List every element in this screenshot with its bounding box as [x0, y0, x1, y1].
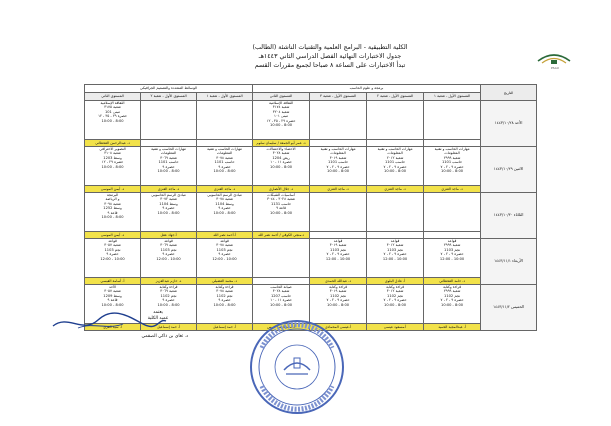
- exam-cell-line: 8:00 - 10:00: [101, 164, 124, 169]
- proctor-row: [85, 186, 537, 193]
- exam-cell-line: نجم 1102: [387, 293, 404, 298]
- exam-cell-line: وسط 1252: [103, 206, 122, 211]
- proctor-name: أ. حمد إسماعيل: [197, 324, 252, 330]
- exam-cell-line: شعبة ٢٠١٢: [386, 155, 404, 160]
- exam-cell: [85, 101, 141, 140]
- proctor-cell: [85, 186, 141, 193]
- exam-cell-line: حصرة ٩ ، ٢ ، ٧: [383, 252, 407, 257]
- exam-cell-line: نجم 1103: [160, 247, 177, 252]
- proctor-cell: [310, 186, 367, 193]
- exam-cell-line: أساسيات الشبكات: [267, 193, 295, 197]
- exam-cell-line: قواعد: [220, 239, 229, 243]
- proctor-name: د. عبدالرحمن القحطاني: [85, 140, 140, 146]
- exam-cell-line: مبنى 101: [104, 109, 121, 114]
- exam-day-cell: الخميس ١٤٤٣/١١/٢: [481, 285, 537, 331]
- proctor-cell: [310, 232, 367, 239]
- exam-cell-line: 8:00 - 10:00: [441, 302, 464, 307]
- exam-cell-line: المعلومات: [330, 151, 346, 156]
- exam-cell-line: المعلومات: [160, 151, 177, 156]
- level-header-1: المستوى الأول - شعبة ١: [424, 93, 481, 101]
- exam-cell-line: قراءة وكتابة: [215, 285, 234, 289]
- exam-cell: [424, 101, 481, 140]
- exam-cell-line: 8:00 - 10:00: [327, 169, 350, 174]
- exam-cell-line: حصرة ٢٩ ، ٣٥ ، ١٢: [266, 118, 296, 123]
- exam-cell-line: حصرة ٩ ، ٢ ، ٧: [383, 298, 407, 303]
- exam-cell-line: شعبة ٣٠٥٧: [104, 289, 121, 294]
- exam-cell-line: نجم 1102: [160, 293, 177, 298]
- proctor-cell: [197, 232, 253, 239]
- exam-cell-line: نجم 1103: [444, 247, 461, 252]
- proctor-name: د. حامد القحطاني: [424, 278, 480, 284]
- exam-cell-line: حصرة ٢٩ ، ٣٥ ، ١٢: [98, 114, 127, 119]
- exam-cell-line: قراءة وكتابة: [159, 285, 178, 289]
- exam-cell: [197, 193, 253, 232]
- exam-cell-line: الثقافة الإسلامية: [269, 101, 294, 105]
- exam-cell-line: نجم 1103: [330, 247, 347, 252]
- proctor-cell: [253, 186, 310, 193]
- exam-cell-line: شعبة ٣٠٧٨: [216, 155, 233, 160]
- exam-cell-line: شعبة ٣٠١٢: [386, 289, 404, 294]
- exam-cell-line: حصرة ٩: [218, 252, 231, 257]
- proctor-cell: [141, 278, 197, 285]
- exam-cell-line: الأحد: [108, 285, 117, 289]
- proctor-name: أ. عبدالمجيد الحميد: [424, 324, 480, 330]
- level-header-5: المستوى الأول - شعبة ١: [197, 93, 253, 101]
- exam-cell-line: الثقافة الإسلامية: [100, 101, 125, 105]
- exam-cell: [367, 239, 424, 278]
- exam-cell-line: الاحصاء والاحتمالات: [266, 147, 296, 151]
- exam-cell-line: مهارات الحاسب و تقنية: [434, 147, 470, 151]
- exam-cell-line: 8:00 - 10:00: [270, 123, 293, 128]
- exam-cell-line: حصرة ٩ ، ٢ ، ٧: [326, 164, 350, 169]
- proctor-cell: [85, 140, 141, 147]
- proctor-cell: [424, 186, 481, 193]
- exam-cell-line: حصرة ٢٩ ، ١٢: [101, 160, 124, 165]
- exam-cell-line: 8:00 - 10:00: [384, 302, 407, 307]
- proctor-row: [85, 278, 537, 285]
- schedule-row: [85, 239, 537, 278]
- proctor-name: أ.جهاد عقل: [141, 232, 196, 238]
- proctor-cell: [85, 278, 141, 285]
- proctor-name: د. حازم عبدالعزيز: [141, 278, 196, 284]
- exam-cell-line: شعبة ٢٩٩٩: [443, 289, 461, 294]
- exam-cell-line: شعبة ٣٠١٩: [329, 155, 347, 160]
- proctor-name: د. أيمن الموسى: [85, 186, 140, 192]
- proctor-name: د. ماجد العنزي: [197, 186, 252, 192]
- exam-cell-line: التصوير الاحترافي: [99, 147, 126, 151]
- proctor-name: أ. حمد إسماعيل: [141, 324, 196, 330]
- exam-cell-line: مبنى ١٠١: [274, 114, 289, 119]
- proctor-cell: [367, 324, 424, 331]
- exam-cell: [253, 147, 310, 186]
- proctor-name: د. ماجد العنزي: [367, 186, 423, 192]
- proctor-row: [85, 140, 537, 147]
- exam-cell: [197, 101, 253, 140]
- exam-cell: [141, 101, 197, 140]
- exam-cell: [141, 193, 197, 232]
- exam-cell-line: حصرة ١١ ، ١٠: [270, 298, 292, 303]
- exam-cell-line: شعبة ٣٠٧٨: [216, 289, 233, 294]
- proctor-cell: [141, 232, 197, 239]
- exam-cell: [424, 285, 481, 324]
- exam-cell-line: مهارات الحاسب و تقنية: [207, 147, 242, 151]
- exam-cell-line: وسط 1209: [103, 293, 122, 298]
- dean-name: د. ثغاي بن ذاكي الصقمي: [141, 334, 188, 339]
- approval-role: عميد الكلية: [147, 316, 169, 321]
- exam-cell-line: 8:00 - 10:00: [213, 302, 236, 307]
- proctor-name: أ. سيد العزي: [85, 324, 140, 330]
- exam-cell-line: شعبة ٣٠٦٩: [160, 155, 177, 160]
- proctor-name: د. محمد الفضيلي: [197, 278, 252, 284]
- exam-cell: [310, 147, 367, 186]
- exam-cell-line: المعلومات: [444, 151, 460, 156]
- proctor-cell: [424, 278, 481, 285]
- exam-cell-line: 10:00 - 12:00: [100, 256, 125, 261]
- exam-cell-line: ريض 1204: [272, 155, 290, 160]
- exam-cell-line: المعلومات: [216, 151, 233, 156]
- proctor-cell: [197, 140, 253, 147]
- exam-day-cell: الثلاثاء ١٤٤٣/١٠/٣٠: [481, 193, 537, 239]
- proctor-cell: [367, 278, 424, 285]
- exam-cell-line: 8:00 - 10:00: [213, 169, 236, 174]
- proctor-cell: [367, 140, 424, 147]
- exam-cell: [253, 239, 310, 278]
- exam-cell-line: مبادئ الرسم الحاسوبي: [151, 193, 186, 197]
- exam-cell-line: نجم 1102: [330, 293, 347, 298]
- exam-cell-line: 8:00 - 10:00: [327, 302, 350, 307]
- exam-cell-line: قراءة وكتابة: [386, 285, 405, 289]
- exam-cell-line: شعبة ٣١٧٥: [104, 105, 121, 110]
- exam-cell-line: مهارات الحاسب و تقنية: [151, 147, 186, 151]
- exam-cell: [85, 147, 141, 186]
- exam-cell-line: شعبة ٣٠٢٨: [272, 289, 290, 294]
- exam-schedule-table: [84, 84, 537, 331]
- proctor-cell: [197, 186, 253, 193]
- exam-cell-line: مهارات الحاسب و تقنية: [320, 147, 356, 151]
- college-seal: [248, 318, 346, 416]
- exam-cell-line: قراءة وكتابة: [329, 285, 348, 289]
- handwritten-signature: [48, 312, 168, 332]
- exam-cell-line: شعبة ٣١٧٤: [272, 105, 290, 110]
- header-line-2: جدول الاختبارات النهائية الفصل الدراسي الثاني ١٤٤٣هـ: [258, 53, 402, 60]
- schedule-row: [85, 147, 537, 186]
- exam-cell: [197, 147, 253, 186]
- exam-cell-line: حاسب 1101: [214, 160, 235, 165]
- proctor-name: د. ماجد العنزي: [424, 186, 480, 192]
- exam-cell-line: شعبة ٣٠٧٨: [216, 243, 233, 248]
- level-header-4: المستوى الثاني: [253, 93, 310, 101]
- exam-cell: [367, 285, 424, 324]
- proctor-cell: [424, 140, 481, 147]
- proctor-cell: [310, 278, 367, 285]
- exam-cell-line: حصرة ٩: [162, 164, 175, 169]
- proctor-cell: [424, 232, 481, 239]
- exam-cell-line: شعبة ٣٠٦٩: [160, 243, 177, 248]
- exam-cell: [310, 101, 367, 140]
- exam-cell-line: حاسب 1207: [270, 293, 292, 298]
- level-header-6: المستوى الأول - شعبة ٢: [141, 93, 197, 101]
- proctor-cell: [424, 324, 481, 331]
- proctor-cell: [197, 278, 253, 285]
- exam-cell-line: حاسب 1101: [441, 160, 463, 165]
- exam-day-cell: الأربعاء ١٤٤٣/١١/١: [481, 239, 537, 285]
- exam-cell-line: شعبة ٣٠٩٨: [104, 201, 121, 206]
- schedule-row: [85, 193, 537, 232]
- exam-cell-line: شعبة ٣٠٢٨: [272, 151, 290, 156]
- proctor-cell: [253, 140, 310, 147]
- exam-cell-line: قاعة ٩: [107, 298, 118, 303]
- exam-cell-line: شعبة ٣٠٧٢: [160, 197, 177, 202]
- exam-cell: [424, 239, 481, 278]
- exam-cell-line: حصرة ٩: [162, 298, 175, 303]
- proctor-cell: [253, 278, 310, 285]
- exam-cell-line: مبادئ الرسم الحاسوبي: [207, 193, 242, 197]
- proctor-name: أ. عادل البلوي: [367, 278, 423, 284]
- exam-cell: [85, 239, 141, 278]
- exam-cell-line: شعبة ٣٠١٢: [386, 243, 404, 248]
- exam-cell-line: حصرة ٩: [218, 164, 231, 169]
- university-logo-caption: PSAU: [550, 66, 560, 70]
- exam-cell-line: حصرة ٩: [162, 252, 175, 257]
- exam-cell: [197, 285, 253, 324]
- exam-cell-line: حصرة ١١ ، ١٠: [270, 160, 292, 165]
- exam-cell: [253, 193, 310, 232]
- exam-cell-line: نجم 1102: [216, 293, 233, 298]
- university-logo: [536, 51, 572, 65]
- proctor-cell: [367, 232, 424, 239]
- exam-cell-line: شعبة ٢٩٩٩: [443, 155, 461, 160]
- dept-multimedia-header: الوسائط المتعددة والتصميم الجرافيكي: [85, 85, 253, 93]
- exam-cell-line: نجم 1103: [216, 247, 233, 252]
- exam-cell-line: 8:00 - 10:00: [101, 302, 124, 307]
- exam-cell-line: شعبة ٣٠٦٩: [160, 289, 177, 294]
- exam-cell-line: شعبة ٣٠٢٨ ، ٣٠٤٤: [267, 197, 295, 202]
- exam-cell-line: قراءة وكتابة: [443, 285, 462, 289]
- schedule-row: [85, 101, 537, 140]
- level-header-2: المستوى الأول - شعبة ٢: [367, 93, 424, 101]
- exam-cell-line: حصرة ٩ ، ٢ ، ٧: [440, 298, 464, 303]
- exam-cell-line: 10:00 - 12:00: [382, 256, 408, 261]
- proctor-name: د. عمر أبو الجمعة / سليمان سلوم: [253, 140, 309, 146]
- level-header-7: المستوى الثاني: [85, 93, 141, 101]
- exam-cell-line: 8:00 - 10:00: [270, 302, 293, 307]
- level-header-3: المستوى الأول - شعبة ٣: [310, 93, 367, 101]
- exam-cell: [310, 239, 367, 278]
- exam-cell: [253, 101, 310, 140]
- exam-cell: [424, 147, 481, 186]
- exam-cell-line: قواعد: [390, 239, 400, 243]
- exam-cell-line: 8:00 - 10:00: [384, 169, 407, 174]
- proctor-name: أ. أسامة القيسي: [85, 278, 140, 284]
- exam-cell-line: شعبة ٣٠٧٨: [216, 197, 233, 202]
- exam-cell-line: وسط 1104: [215, 201, 234, 206]
- exam-cell-line: 10:00 - 12:00: [156, 256, 181, 261]
- exam-cell-line: 10:00 - 12:00: [439, 256, 465, 261]
- proctor-name: د.منجي الكوفي / أحمد نصر الله: [253, 232, 309, 238]
- proctor-name: د. ماجد العنزي: [310, 186, 366, 192]
- exam-cell-line: حصرة ٩ ، ٢ ، ٧: [440, 252, 464, 257]
- proctor-cell: [197, 324, 253, 331]
- exam-cell-line: حصرة ٩: [218, 206, 231, 211]
- exam-cell-line: 8:00 - 10:00: [213, 210, 236, 215]
- date-column-header: التاريخ: [481, 85, 537, 101]
- header-line-3: تبدأ الاختبارات على الساعة ٨ صباحا لجميع مقررات القسم: [254, 62, 406, 69]
- exam-cell-line: 8:00 - 10:00: [157, 302, 180, 307]
- proctor-name: أ.مسعود عيسى: [367, 324, 423, 330]
- proctor-cell: [141, 140, 197, 147]
- proctor-row: [85, 232, 537, 239]
- exam-cell-line: شعبة ٣٠١٩: [329, 243, 347, 248]
- exam-cell-line: قاعة ٩: [276, 206, 287, 211]
- exam-cell: [424, 193, 481, 232]
- exam-cell-line: قواعد: [333, 239, 343, 243]
- exam-cell-line: قواعد: [108, 239, 117, 243]
- exam-day-cell: الأحد ١٤٤٣/١٠/٢٨: [481, 101, 537, 147]
- header-line-1: الكلية التطبيقية - البرامج العلمية والتقنيات الناشئة (الطالب): [252, 44, 408, 51]
- exam-day-cell: الاثنين ١٤٤٣/١٠/٢٩: [481, 147, 537, 193]
- exam-cell-line: شعبة ٣٠١٩: [329, 289, 347, 294]
- exam-cell-line: حصرة ٩: [162, 206, 175, 211]
- exam-cell-line: نجم 1102: [444, 293, 461, 298]
- exam-cell-line: شعبة ٣٠٥٧: [104, 243, 121, 248]
- dean-approval: [38, 310, 188, 340]
- exam-cell-line: 10:00 - 12:00: [325, 256, 351, 261]
- exam-cell-line: صيانة الحاسب: [270, 285, 292, 289]
- exam-cell-line: حصرة ٩ ، ٢ ، ٧: [326, 298, 350, 303]
- dept-computer-science-header: برمجة و علوم الحاسب: [253, 85, 481, 93]
- exam-cell-line: حصرة ٩: [106, 252, 119, 257]
- exam-cell-line: البرمجة: [106, 193, 119, 197]
- proctor-name: أ.أحمد نصر الله: [197, 232, 252, 238]
- exam-cell-line: وسط 1104: [159, 201, 178, 206]
- exam-cell-line: قواعد: [164, 239, 173, 243]
- proctor-name: د. جلال الأنصاري: [253, 186, 309, 192]
- exam-cell: [141, 147, 197, 186]
- exam-cell-line: حاسب 1131: [270, 201, 292, 206]
- exam-cell-line: حاسب 1101: [327, 160, 349, 165]
- exam-cell-line: حصرة ٩ ، ٢ ، ٧: [383, 164, 407, 169]
- exam-cell-line: قواعد: [447, 239, 457, 243]
- exam-cell-line: حصرة ٩: [218, 298, 231, 303]
- exam-cell: [141, 239, 197, 278]
- exam-cell-line: وسط 1203: [103, 155, 122, 160]
- proctor-cell: [253, 232, 310, 239]
- exam-cell: [310, 193, 367, 232]
- exam-cell-line: قاعة ٩: [107, 210, 118, 215]
- proctor-name: د. أيمن الموسى: [85, 232, 140, 238]
- exam-cell-line: 8:00 - 10:00: [157, 210, 180, 215]
- exam-cell-line: 8:00 - 10:00: [101, 118, 124, 123]
- exam-cell-line: شعبة ٣٢٠٤: [272, 109, 290, 114]
- exam-cell-line: 8:00 - 10:00: [101, 215, 124, 220]
- proctor-name: د. عبدالله الحمدي: [310, 278, 366, 284]
- exam-cell: [367, 101, 424, 140]
- exam-cell: [85, 193, 141, 232]
- exam-cell-line: حصرة ٩ ، ٢ ، ٧: [440, 164, 464, 169]
- proctor-cell: [310, 140, 367, 147]
- exam-cell-line: حاسب 1101: [158, 160, 179, 165]
- exam-cell-line: 8:00 - 10:00: [441, 169, 464, 174]
- proctor-cell: [141, 186, 197, 193]
- exam-cell-line: مهارات الحاسب و تقنية: [377, 147, 413, 151]
- exam-cell: [197, 239, 253, 278]
- proctor-cell: [85, 232, 141, 239]
- schedule-body: [85, 101, 537, 331]
- exam-cell-line: حصرة ٩ ، ٢ ، ٧: [326, 252, 350, 257]
- exam-cell: [367, 193, 424, 232]
- exam-cell-line: نجم 1103: [387, 247, 404, 252]
- exam-cell-line: شعبة ٢٩٩٩: [443, 243, 461, 248]
- proctor-name: أ. سيد السيد سيس: [253, 324, 309, 330]
- proctor-name: أ.عيسى المحمادي: [310, 324, 366, 330]
- exam-cell-line: 8:00 - 10:00: [270, 210, 293, 215]
- exam-cell-line: و الرياضة: [105, 197, 120, 202]
- proctor-name: د. ماجد العنزي: [141, 186, 196, 192]
- proctor-cell: [367, 186, 424, 193]
- level-header-row: [85, 93, 537, 101]
- exam-cell-line: حاسب 1101: [384, 160, 406, 165]
- exam-cell-line: نجم 1103: [104, 247, 121, 252]
- approval-title: يعتمد: [153, 310, 163, 315]
- exam-cell: [367, 147, 424, 186]
- exam-cell-line: 8:00 - 10:00: [270, 164, 293, 169]
- exam-cell-line: 10:00 - 12:00: [212, 256, 237, 261]
- exam-cell-line: المعلومات: [387, 151, 403, 156]
- exam-cell-line: شعبة ٣١٠٨: [104, 151, 121, 156]
- exam-cell-line: 8:00 - 10:00: [157, 169, 180, 174]
